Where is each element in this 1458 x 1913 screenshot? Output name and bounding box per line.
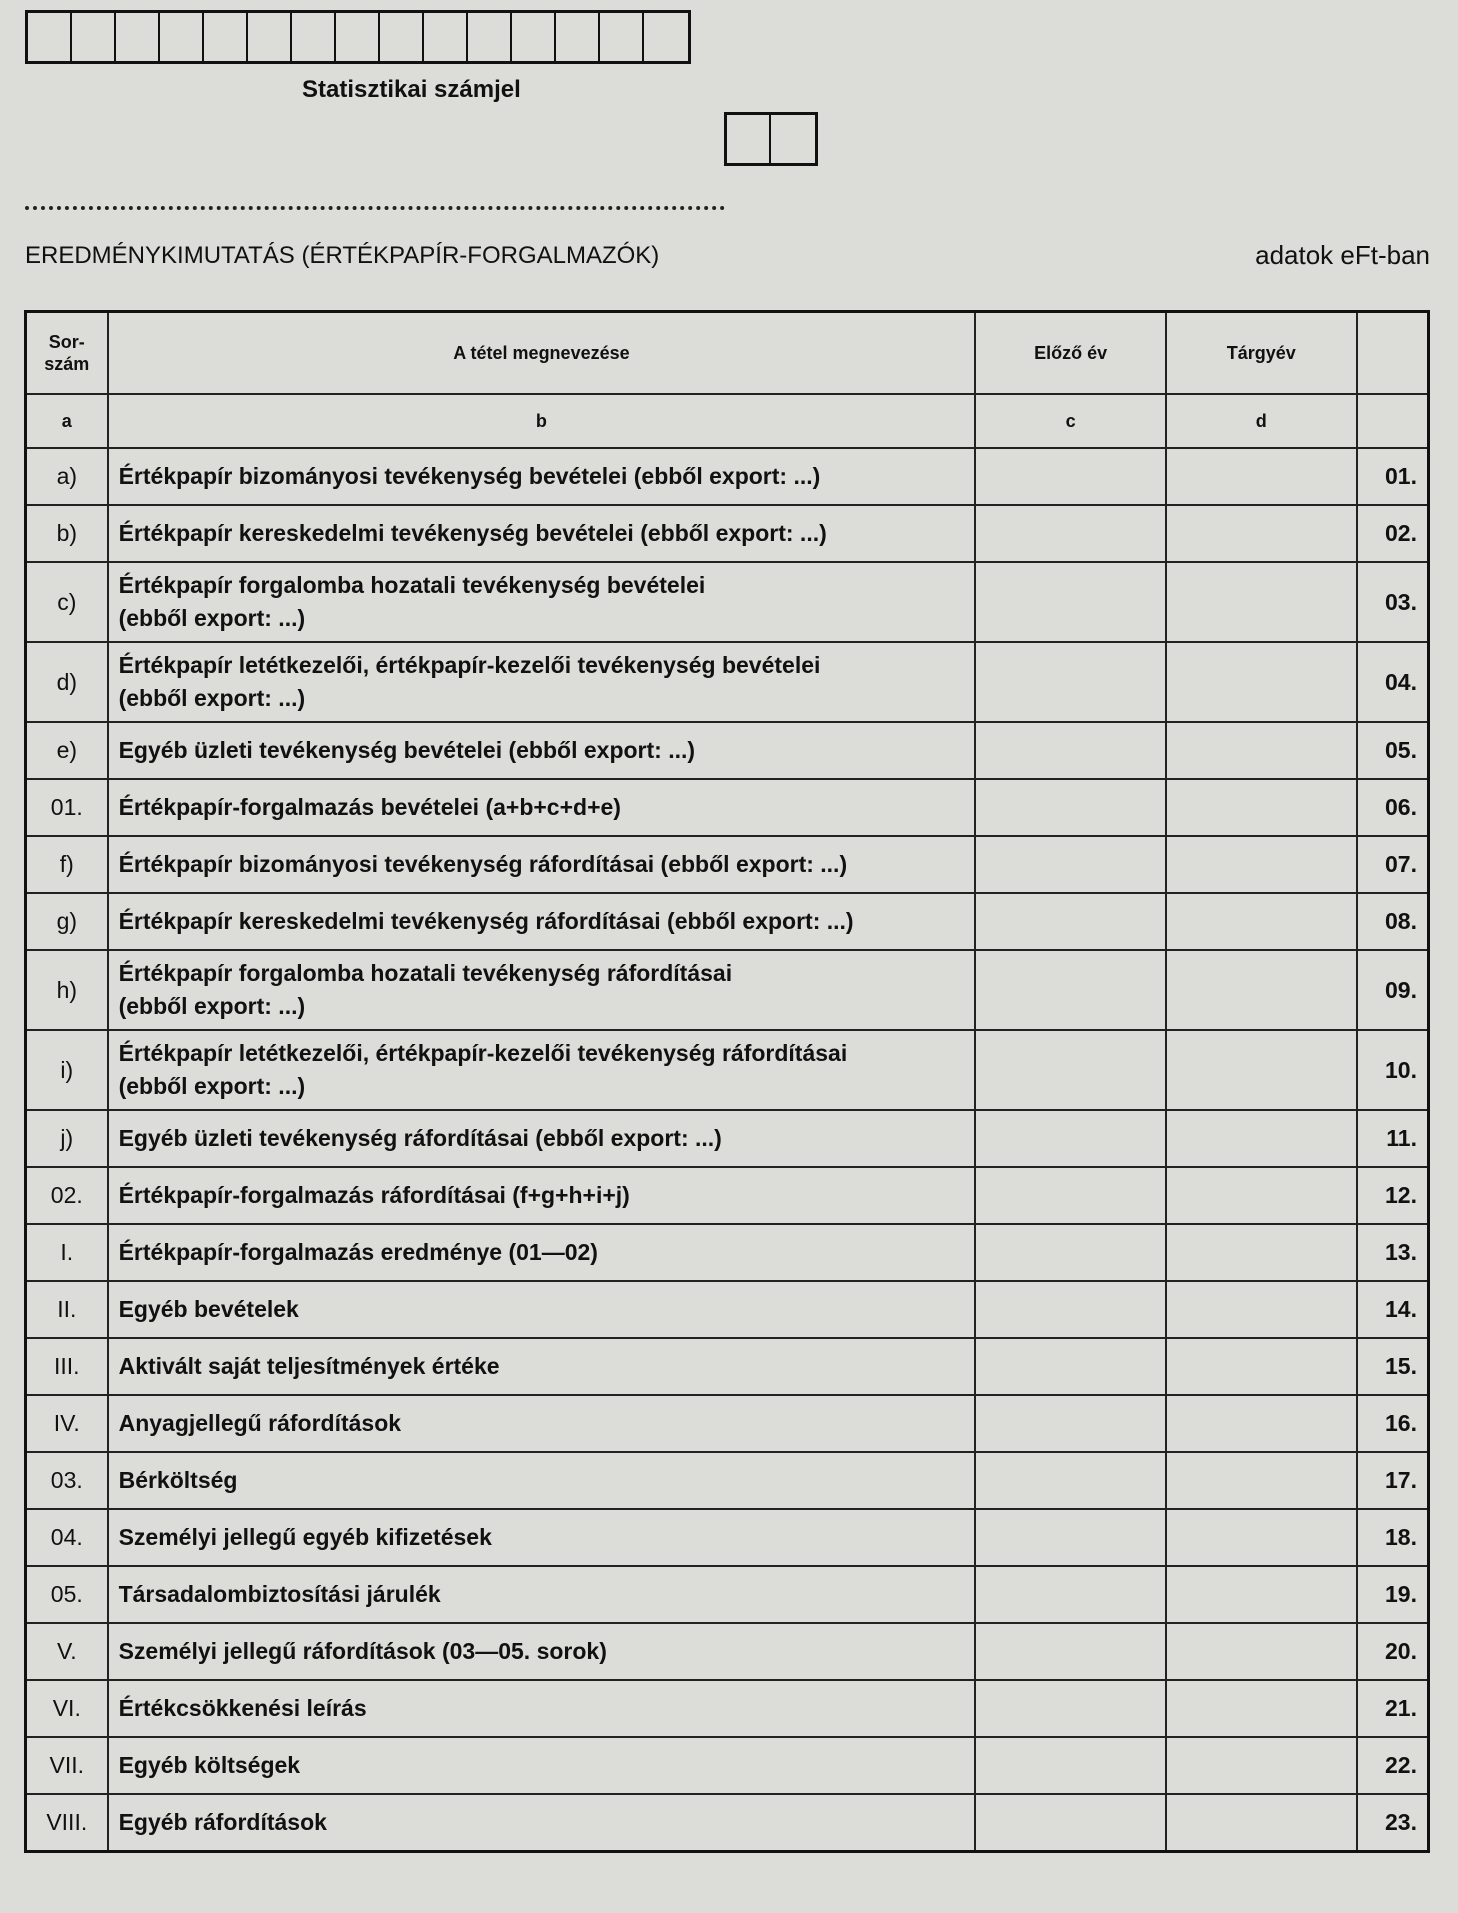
previous-year-cell[interactable] (975, 893, 1166, 950)
stat-box[interactable] (556, 13, 600, 61)
row-code: 04. (26, 1509, 108, 1566)
table-row (26, 1566, 1429, 1623)
letter-d: d (1166, 394, 1357, 448)
current-year-cell[interactable] (1166, 1167, 1357, 1224)
previous-year-cell[interactable] (975, 642, 1166, 722)
row-code: VII. (26, 1737, 108, 1794)
current-year-cell[interactable] (1166, 779, 1357, 836)
current-year-cell[interactable] (1166, 1338, 1357, 1395)
previous-year-cell[interactable] (975, 836, 1166, 893)
row-item-name: Értékcsökkenési leírás (108, 1680, 976, 1737)
row-item-name: Értékpapír kereskedelmi tevékenység bevételei (ebből export: ...) (108, 505, 976, 562)
stat-box[interactable] (468, 13, 512, 61)
row-line-number: 22. (1357, 1737, 1429, 1794)
row-line-number: 02. (1357, 505, 1429, 562)
row-line-number: 13. (1357, 1224, 1429, 1281)
current-year-cell[interactable] (1166, 1395, 1357, 1452)
stat-box[interactable] (600, 13, 644, 61)
current-year-cell[interactable] (1166, 1224, 1357, 1281)
row-code: h) (26, 950, 108, 1030)
income-statement-table (24, 310, 1430, 1853)
current-year-cell[interactable] (1166, 1110, 1357, 1167)
table-row (26, 1110, 1429, 1167)
previous-year-cell[interactable] (975, 1281, 1166, 1338)
table-row (26, 836, 1429, 893)
previous-year-cell[interactable] (975, 779, 1166, 836)
row-code: VIII. (26, 1794, 108, 1852)
row-item-name: Egyéb üzleti tevékenység ráfordításai (ebből export: ...) (108, 1110, 976, 1167)
row-item-name: Társadalombiztosítási járulék (108, 1566, 976, 1623)
row-line-number: 07. (1357, 836, 1429, 893)
row-item-name: Értékpapír-forgalmazás ráfordításai (f+g+h+i+j) (108, 1167, 976, 1224)
letter-b: b (108, 394, 976, 448)
previous-year-cell[interactable] (975, 1566, 1166, 1623)
stat-number-boxes[interactable] (25, 10, 691, 64)
row-code: e) (26, 722, 108, 779)
row-item-name: Értékpapír letétkezelői, értékpapír-kezelői tevékenység bevételei (ebből export: ...) (108, 642, 976, 722)
stat-box[interactable] (424, 13, 468, 61)
header-current-year: Tárgyév (1166, 312, 1357, 395)
row-line-number: 05. (1357, 722, 1429, 779)
row-item-name: Személyi jellegű ráfordítások (03—05. sorok) (108, 1623, 976, 1680)
row-line-number: 09. (1357, 950, 1429, 1030)
row-code: III. (26, 1338, 108, 1395)
row-line-number: 11. (1357, 1110, 1429, 1167)
row-code: a) (26, 448, 108, 505)
table-body (26, 448, 1429, 1852)
row-item-name: Személyi jellegű egyéb kifizetések (108, 1509, 976, 1566)
row-code: 01. (26, 779, 108, 836)
code-box[interactable] (771, 115, 815, 163)
current-year-cell[interactable] (1166, 1566, 1357, 1623)
current-year-cell[interactable] (1166, 1030, 1357, 1110)
current-year-cell[interactable] (1166, 448, 1357, 505)
current-year-cell[interactable] (1166, 505, 1357, 562)
row-line-number: 20. (1357, 1623, 1429, 1680)
table-row (26, 1680, 1429, 1737)
row-item-name: Egyéb üzleti tevékenység bevételei (ebből export: ...) (108, 722, 976, 779)
row-item-name: Értékpapír letétkezelői, értékpapír-kezelői tevékenység ráfordításai (ebből export: ...) (108, 1030, 976, 1110)
row-code: 05. (26, 1566, 108, 1623)
table-letter-row (26, 394, 1429, 448)
row-item-name: Értékpapír kereskedelmi tevékenység ráfordításai (ebből export: ...) (108, 893, 976, 950)
header-row-number: Sor- szám (26, 312, 108, 395)
row-line-number: 06. (1357, 779, 1429, 836)
current-year-cell[interactable] (1166, 1509, 1357, 1566)
table-row (26, 1623, 1429, 1680)
table-row (26, 562, 1429, 642)
row-line-number: 21. (1357, 1680, 1429, 1737)
row-code: i) (26, 1030, 108, 1110)
row-code: V. (26, 1623, 108, 1680)
stat-box[interactable] (248, 13, 292, 61)
current-year-cell[interactable] (1166, 950, 1357, 1030)
table-row (26, 950, 1429, 1030)
stat-box[interactable] (292, 13, 336, 61)
previous-year-cell[interactable] (975, 505, 1166, 562)
row-line-number: 17. (1357, 1452, 1429, 1509)
previous-year-cell[interactable] (975, 950, 1166, 1030)
previous-year-cell[interactable] (975, 1224, 1166, 1281)
row-line-number: 23. (1357, 1794, 1429, 1852)
table-row (26, 1794, 1429, 1852)
table-row (26, 779, 1429, 836)
row-code: II. (26, 1281, 108, 1338)
row-item-name: Értékpapír bizományosi tevékenység ráfordításai (ebből export: ...) (108, 836, 976, 893)
row-code: c) (26, 562, 108, 642)
previous-year-cell[interactable] (975, 1623, 1166, 1680)
row-code: d) (26, 642, 108, 722)
current-year-cell[interactable] (1166, 1737, 1357, 1794)
row-item-name: Értékpapír bizományosi tevékenység bevételei (ebből export: ...) (108, 448, 976, 505)
row-line-number: 10. (1357, 1030, 1429, 1110)
letter-a: a (26, 394, 108, 448)
unit-label: adatok eFt-ban (1255, 240, 1430, 270)
table-row (26, 1224, 1429, 1281)
name-dotted-line[interactable] (25, 206, 725, 210)
row-line-number: 15. (1357, 1338, 1429, 1395)
table-row (26, 448, 1429, 505)
previous-year-cell[interactable] (975, 1030, 1166, 1110)
current-year-cell[interactable] (1166, 1452, 1357, 1509)
row-line-number: 19. (1357, 1566, 1429, 1623)
row-item-name: Értékpapír forgalomba hozatali tevékenység bevételei (ebből export: ...) (108, 562, 976, 642)
table-row (26, 1281, 1429, 1338)
row-item-name: Egyéb költségek (108, 1737, 976, 1794)
row-line-number: 08. (1357, 893, 1429, 950)
previous-year-cell[interactable] (975, 722, 1166, 779)
current-year-cell[interactable] (1166, 836, 1357, 893)
stat-box[interactable] (72, 13, 116, 61)
table-row (26, 1338, 1429, 1395)
current-year-cell[interactable] (1166, 642, 1357, 722)
row-item-name: Egyéb ráfordítások (108, 1794, 976, 1852)
code-box[interactable] (727, 115, 771, 163)
current-year-cell[interactable] (1166, 1281, 1357, 1338)
row-item-name: Aktivált saját teljesítmények értéke (108, 1338, 976, 1395)
row-item-name: Értékpapír-forgalmazás bevételei (a+b+c+d+e) (108, 779, 976, 836)
code-boxes[interactable] (724, 112, 818, 166)
row-code: b) (26, 505, 108, 562)
row-code: f) (26, 836, 108, 893)
current-year-cell[interactable] (1166, 722, 1357, 779)
letter-e (1357, 394, 1429, 448)
stat-number-label: Statisztikai számjel (302, 76, 521, 103)
table-row (26, 1509, 1429, 1566)
stat-box[interactable] (204, 13, 248, 61)
table-row (26, 1452, 1429, 1509)
row-item-name: Anyagjellegű ráfordítások (108, 1395, 976, 1452)
current-year-cell[interactable] (1166, 1680, 1357, 1737)
stat-box[interactable] (160, 13, 204, 61)
row-code: VI. (26, 1680, 108, 1737)
header-line-number (1357, 312, 1429, 395)
current-year-cell[interactable] (1166, 1623, 1357, 1680)
row-item-name: Bérköltség (108, 1452, 976, 1509)
previous-year-cell[interactable] (975, 562, 1166, 642)
row-line-number: 01. (1357, 448, 1429, 505)
row-code: IV. (26, 1395, 108, 1452)
previous-year-cell[interactable] (975, 1794, 1166, 1852)
row-code: 03. (26, 1452, 108, 1509)
row-line-number: 12. (1357, 1167, 1429, 1224)
table-row (26, 893, 1429, 950)
stat-box[interactable] (116, 13, 160, 61)
row-item-name: Értékpapír forgalomba hozatali tevékenység ráfordításai (ebből export: ...) (108, 950, 976, 1030)
table-row (26, 642, 1429, 722)
table-row (26, 1395, 1429, 1452)
row-code: g) (26, 893, 108, 950)
current-year-cell[interactable] (1166, 1794, 1357, 1852)
current-year-cell[interactable] (1166, 562, 1357, 642)
stat-box[interactable] (644, 13, 688, 61)
table-row (26, 505, 1429, 562)
stat-box[interactable] (28, 13, 72, 61)
table-row (26, 1737, 1429, 1794)
stat-box[interactable] (512, 13, 556, 61)
header-item-name: A tétel megnevezése (108, 312, 976, 395)
table-row (26, 1167, 1429, 1224)
row-code: j) (26, 1110, 108, 1167)
previous-year-cell[interactable] (975, 1167, 1166, 1224)
previous-year-cell[interactable] (975, 1680, 1166, 1737)
previous-year-cell[interactable] (975, 1737, 1166, 1794)
row-line-number: 14. (1357, 1281, 1429, 1338)
previous-year-cell[interactable] (975, 1395, 1166, 1452)
row-line-number: 18. (1357, 1509, 1429, 1566)
current-year-cell[interactable] (1166, 893, 1357, 950)
stat-box[interactable] (380, 13, 424, 61)
table-row (26, 722, 1429, 779)
previous-year-cell[interactable] (975, 448, 1166, 505)
previous-year-cell[interactable] (975, 1110, 1166, 1167)
row-item-name: Egyéb bevételek (108, 1281, 976, 1338)
stat-box[interactable] (336, 13, 380, 61)
form-title: EREDMÉNYKIMUTATÁS (ÉRTÉKPAPÍR-FORGALMAZÓK) (25, 242, 660, 269)
row-item-name: Értékpapír-forgalmazás eredménye (01—02) (108, 1224, 976, 1281)
row-line-number: 16. (1357, 1395, 1429, 1452)
row-line-number: 04. (1357, 642, 1429, 722)
previous-year-cell[interactable] (975, 1509, 1166, 1566)
letter-c: c (975, 394, 1166, 448)
header-previous-year: Előző év (975, 312, 1166, 395)
previous-year-cell[interactable] (975, 1452, 1166, 1509)
table-row (26, 1030, 1429, 1110)
row-code: I. (26, 1224, 108, 1281)
row-code: 02. (26, 1167, 108, 1224)
row-line-number: 03. (1357, 562, 1429, 642)
previous-year-cell[interactable] (975, 1338, 1166, 1395)
table-header-row (26, 312, 1429, 395)
